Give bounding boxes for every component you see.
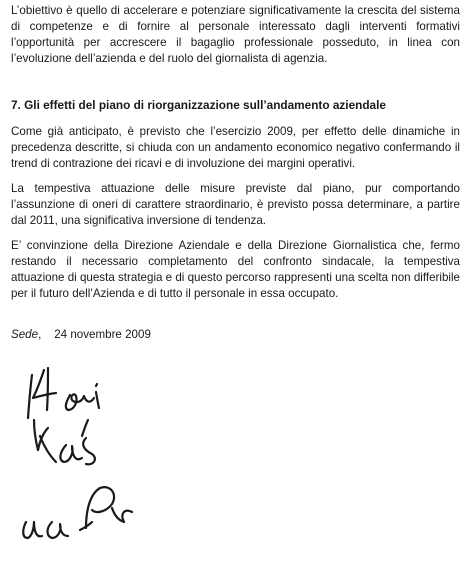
comma-separator: , bbox=[38, 328, 42, 341]
intro-paragraph: L’obiettivo è quello di accelerare e potenziare significativamente la crescita del sistema di competenze e di fornire al personale interessato dagli interventi formativi l’opportunità per accrescere il bagaglio professionale posseduto, in linea con l’evoluzione dell’azienda e del ruolo del giornalista di agenzia. bbox=[11, 4, 460, 65]
date-label: 24 novembre 2009 bbox=[54, 328, 151, 341]
paragraph-measures: La tempestiva attuazione delle misure previste dal piano, pur comportando l’assunzione di oneri di carattere straordinario, è previsto possa determinare, a partire dal 2011, una significativa inversione di tendenza. bbox=[11, 182, 460, 227]
paragraph-effects-2009: Come già anticipato, è previsto che l’esercizio 2009, per effetto delle dinamiche in precedenza descritte, si chiuda con un andamento economico negativo confermando il trend di contrazione dei ricavi e di involuzione dei margini operativi. bbox=[11, 125, 460, 170]
signature-3 bbox=[23, 487, 132, 538]
section-heading: 7. Gli effetti del piano di riorganizzazione sull’andamento aziendale bbox=[11, 98, 386, 112]
place-label: Sede bbox=[11, 328, 39, 341]
signature-2 bbox=[34, 420, 95, 464]
paragraph-conviction: E’ convinzione della Direzione Aziendale e della Direzione Giornalistica che, fermo restando il necessario completamento del confronto sindacale, la tempestiva attuazione di questa strategia e di questo percorso rappresenti una scelta non differibile per il futuro dell’Azienda e di tutto il personale in essa occupato. bbox=[11, 239, 461, 300]
signature-1 bbox=[28, 368, 99, 418]
